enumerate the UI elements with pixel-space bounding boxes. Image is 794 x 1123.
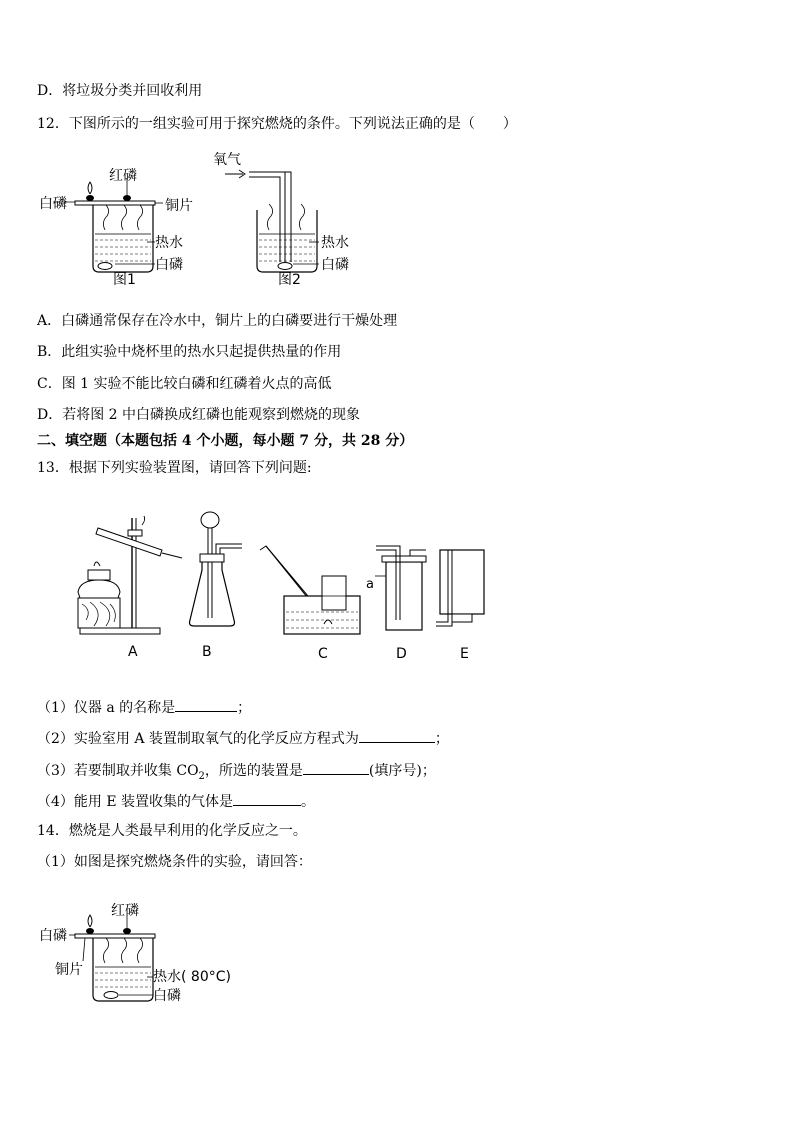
answer-blank-4[interactable] bbox=[233, 791, 301, 806]
label-a: a bbox=[366, 577, 374, 592]
q14-white-p-label: 白磷 bbox=[39, 928, 67, 944]
q12-option-b: B．此组实验中烧杯里的热水只起提供热量的作用 bbox=[37, 344, 342, 360]
q14-apparatus bbox=[69, 915, 155, 1001]
apparatus-b bbox=[190, 512, 243, 626]
fig1-hot-water-label: 热水 bbox=[155, 235, 183, 251]
fig2-hot-water-label: 热水 bbox=[321, 235, 349, 251]
q12-option-a: A．白磷通常保存在冷水中，铜片上的白磷要进行干燥处理 bbox=[37, 313, 398, 329]
answer-blank-3[interactable] bbox=[303, 760, 369, 775]
label-E: E bbox=[460, 646, 469, 662]
fig2-oxygen-label: 氧气 bbox=[213, 152, 241, 168]
figure2-apparatus bbox=[225, 170, 319, 272]
q12-figure bbox=[35, 150, 365, 290]
question-13: 13．根据下列实验装置图，请回答下列问题: bbox=[37, 460, 312, 476]
q14-hot-water-label: 热水( 80°C) bbox=[153, 969, 231, 985]
apparatus-c bbox=[260, 546, 360, 634]
q14-part1: （1）如图是探究燃烧条件的实验，请回答： bbox=[37, 854, 312, 870]
q13-part1: （1）仪器 a 的名称是 ； bbox=[37, 697, 251, 717]
fig2-white-p-label: 白磷 bbox=[321, 257, 349, 273]
answer-blank-2[interactable] bbox=[359, 728, 435, 743]
label-D: D bbox=[396, 646, 407, 662]
q14-red-p-label: 红磷 bbox=[111, 903, 139, 919]
fig1-white-p-label: 白磷 bbox=[39, 196, 67, 212]
fig1-copper-label: 铜片 bbox=[165, 198, 193, 214]
q14-copper-label: 铜片 bbox=[55, 962, 83, 978]
label-A: A bbox=[128, 644, 138, 660]
question-14: 14．燃烧是人类最早利用的化学反应之一。 bbox=[37, 823, 307, 839]
fig1-red-p-label: 红磷 bbox=[109, 168, 137, 184]
answer-blank-1[interactable] bbox=[175, 697, 237, 712]
question-12: 12．下图所示的一组实验可用于探究燃烧的条件。下列说法正确的是（ ） bbox=[37, 116, 517, 132]
q13-part4: （4）能用 E 装置收集的气体是 。 bbox=[37, 791, 315, 811]
q12-option-c: C．图 1 实验不能比较白磷和红磷着火点的高低 bbox=[37, 376, 332, 392]
figure1-apparatus bbox=[53, 178, 163, 272]
q14-figure bbox=[35, 895, 265, 1010]
q13-figure bbox=[70, 500, 490, 670]
option-d-prev: D．将垃圾分类并回收利用 bbox=[37, 83, 203, 99]
fig2-caption: 图2 bbox=[278, 272, 301, 288]
section-2-heading: 二、填空题（本题包括 4 个小题，每小题 7 分，共 28 分） bbox=[37, 433, 414, 449]
q13-part3: （3）若要制取并收集 $CO_2$，所选的装置是 (填序号)； bbox=[37, 760, 436, 786]
apparatus-a bbox=[78, 516, 182, 634]
label-B: B bbox=[202, 644, 212, 660]
fig1-white-p2-label: 白磷 bbox=[155, 257, 183, 273]
q12-option-d: D．若将图 2 中白磷换成红磷也能观察到燃烧的现象 bbox=[37, 407, 361, 423]
q13-part2: （2）实验室用 A 装置制取氧气的化学反应方程式为 ； bbox=[37, 728, 449, 748]
apparatus-e bbox=[436, 550, 484, 626]
fig1-caption: 图1 bbox=[113, 272, 136, 288]
apparatus-d bbox=[375, 546, 426, 630]
label-C: C bbox=[318, 646, 328, 662]
q14-white-p2-label: 白磷 bbox=[153, 988, 181, 1004]
